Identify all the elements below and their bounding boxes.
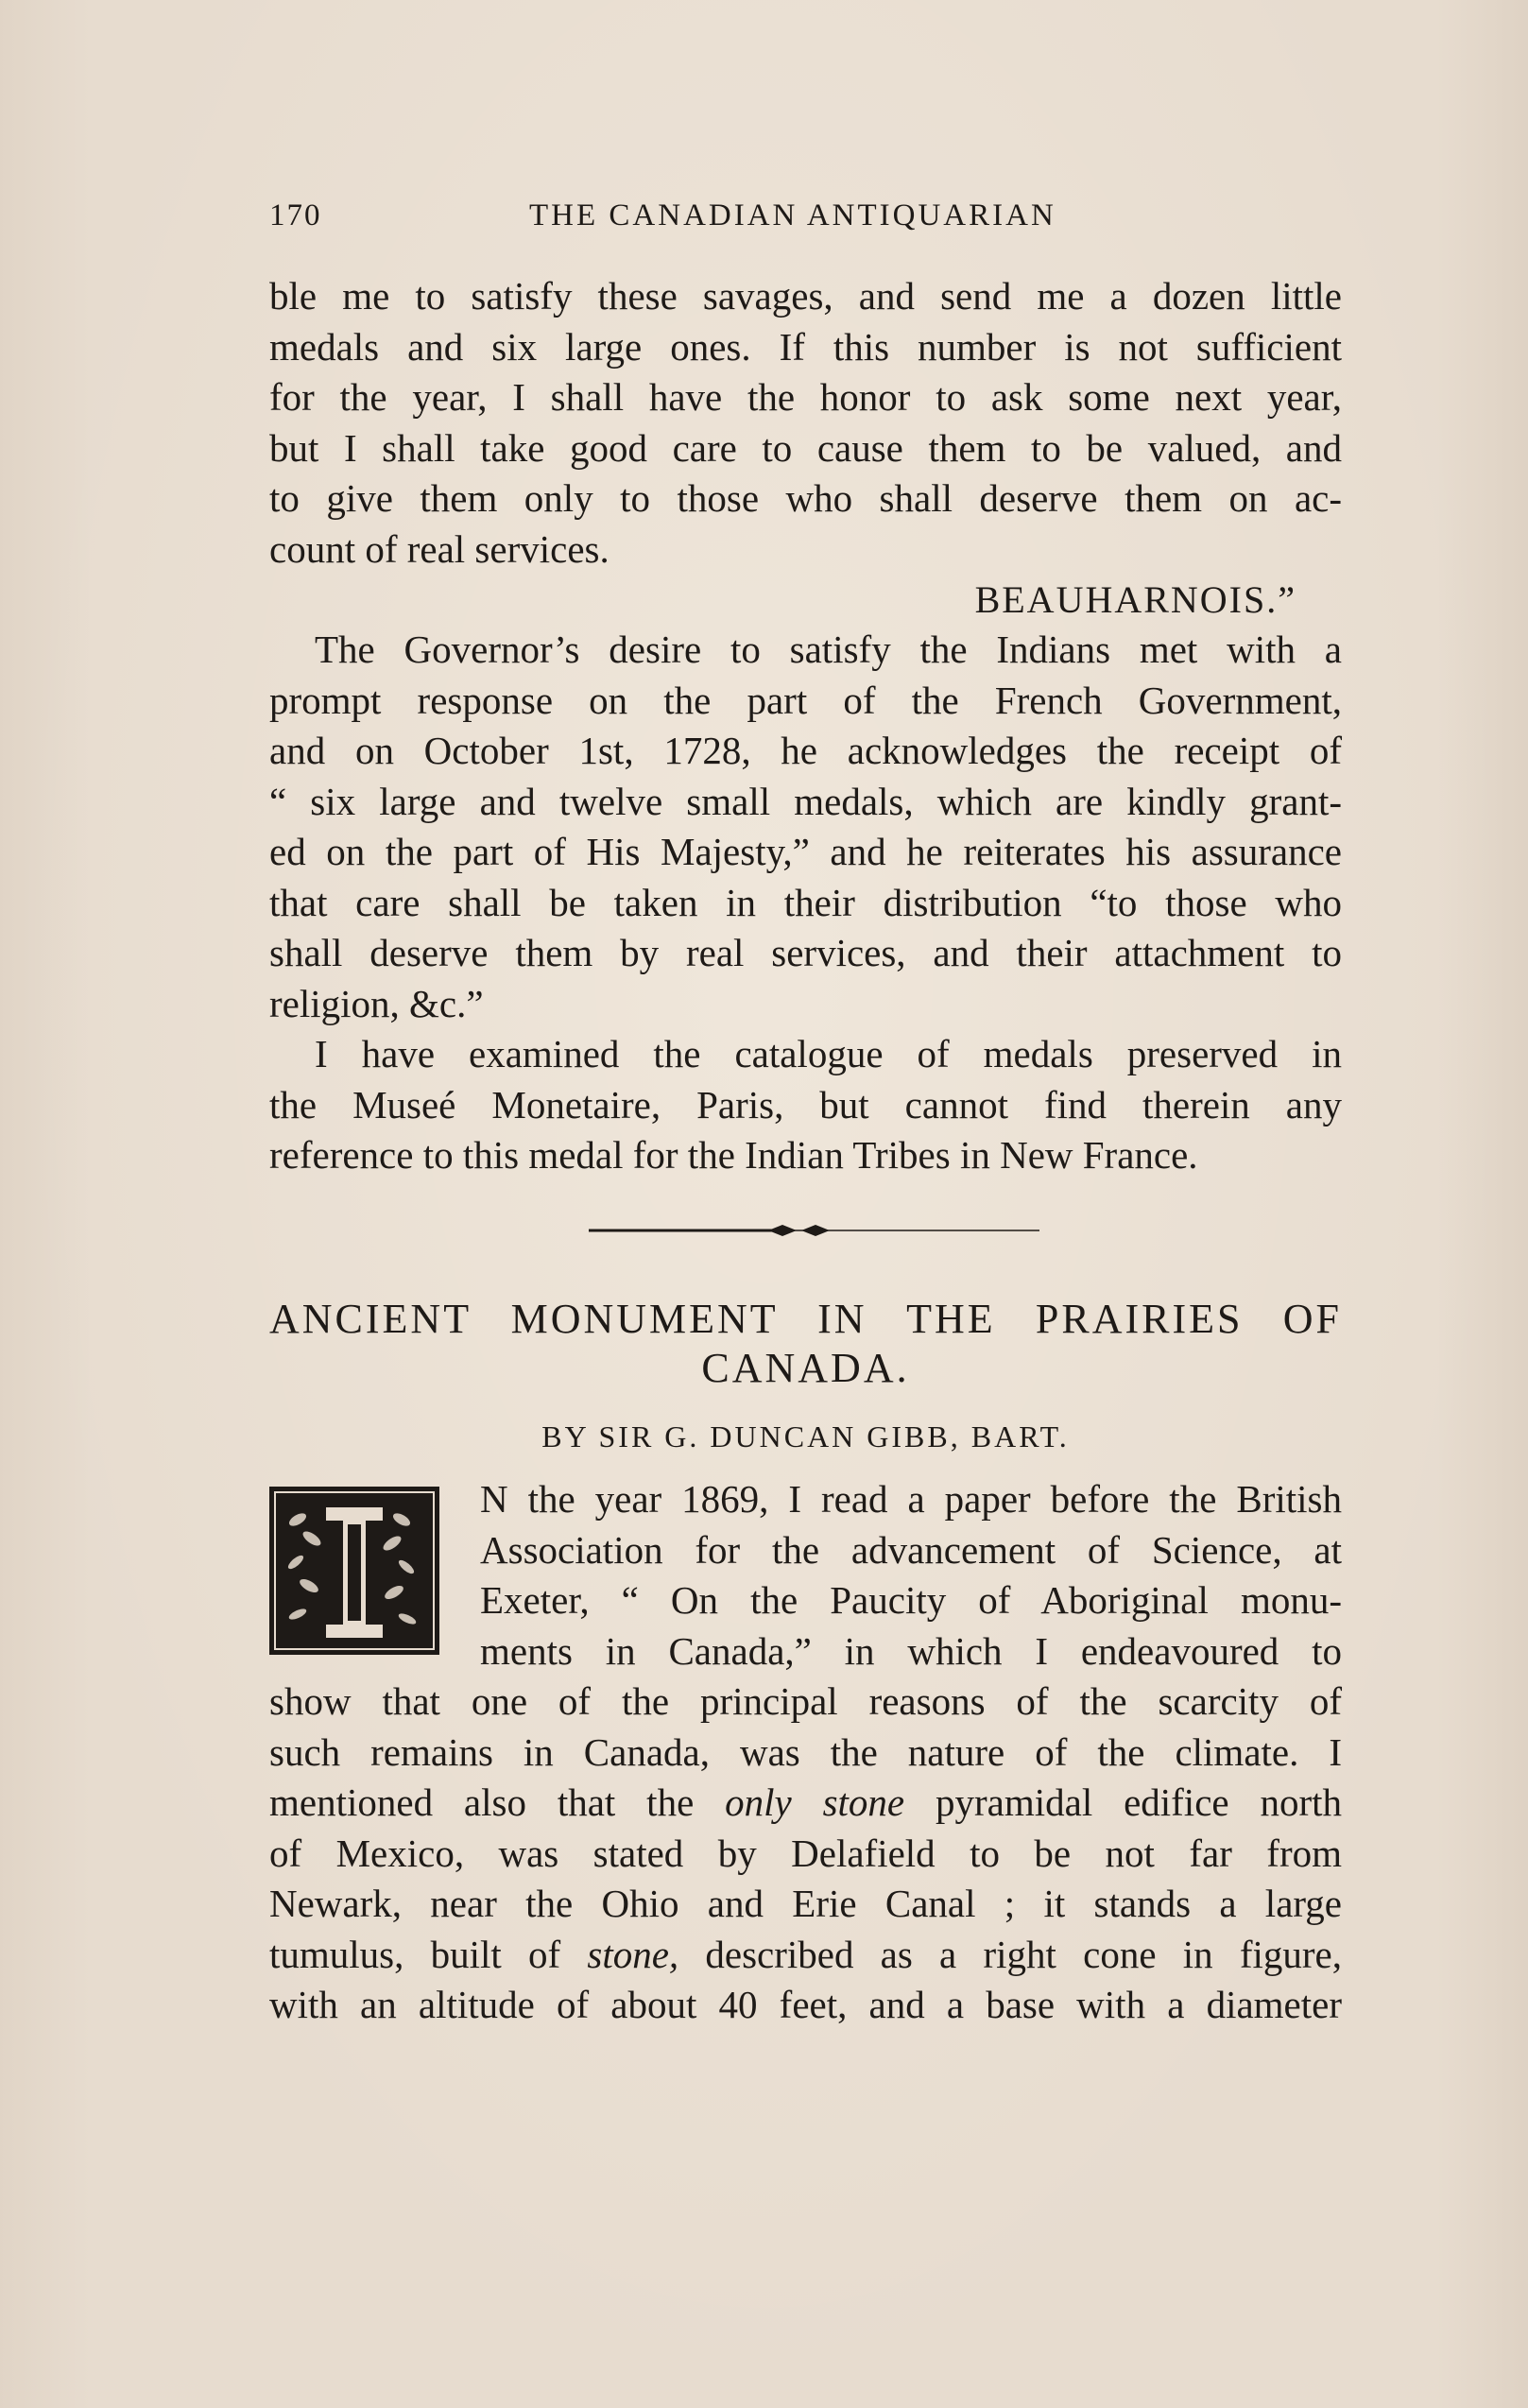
ornamental-drop-cap	[269, 1487, 439, 1655]
text-line: ments in Canada,” in which I endeavoured to	[480, 1628, 1342, 1673]
text-run: mentioned also that the	[269, 1780, 726, 1824]
text-line: of Mexico, was stated by Delafield to be not far from	[269, 1831, 1342, 1875]
text-line: shall deserve them by real services, and their attachment to	[269, 931, 1342, 974]
article-byline: BY SIR G. DUNCAN GIBB, BART.	[541, 1419, 1070, 1453]
running-title: THE CANADIAN ANTIQUARIAN	[529, 198, 1056, 232]
text-line: The Governor’s desire to satisfy the Indians met with a	[315, 628, 1342, 671]
text-line: ble me to satisfy these savages, and send me a dozen little	[269, 274, 1342, 318]
section-divider	[589, 1221, 1039, 1240]
paragraph-musee	[269, 1029, 1342, 1181]
text-line	[269, 1930, 1342, 1981]
text-line: medals and six large ones. If this number is not sufficient	[269, 324, 1342, 369]
emphasis-text: only stone	[725, 1780, 905, 1824]
text-line: but I shall take good care to cause them to be valued, and	[269, 425, 1342, 470]
text-run: tumulus, built of	[269, 1932, 588, 1976]
text-line: for the year, I shall have the honor to ask some next year,	[269, 375, 1342, 419]
text-line: reference to this medal for the Indian Tribes in New France.	[269, 1133, 1198, 1177]
text-line: religion, &c.”	[269, 981, 484, 1025]
text-line: such remains in Canada, was the nature of the climate. I	[269, 1729, 1342, 1774]
letter-close	[269, 271, 1342, 626]
page-number: 170	[269, 198, 322, 232]
letter-signature: BEAUHARNOIS.”	[974, 578, 1296, 621]
text-line: prompt response on the part of the French Government,	[269, 678, 1342, 722]
text-line: “ six large and twelve small medals, which are kindly grant-	[269, 779, 1342, 823]
text-run: pyramidal edifice north	[904, 1780, 1342, 1824]
text-line: Newark, near the Ohio and Erie Canal ; it stands a large	[269, 1882, 1342, 1925]
emphasis-text: stone,	[587, 1932, 679, 1976]
text-run: described as a right cone in figure,	[678, 1932, 1342, 1976]
page-header	[269, 198, 1342, 236]
text-line: count of real services.	[269, 526, 609, 571]
text-line: Association for the advancement of Science, at	[480, 1527, 1342, 1572]
article-title-line2: CANADA.	[701, 1345, 910, 1391]
text-line	[269, 1778, 1342, 1829]
text-line: to give them only to those who shall deserve them on ac-	[269, 476, 1342, 520]
article-paragraph-beside-cap	[480, 1474, 1342, 1677]
text-line: with an altitude of about 40 feet, and a base with a diameter	[269, 1983, 1342, 2026]
text-line: and on October 1st, 1728, he acknowledges the receipt of	[269, 729, 1342, 772]
text-line: N the year 1869, I read a paper before the British	[480, 1477, 1342, 1521]
article-paragraph-body	[269, 1677, 1342, 2031]
text-line: I have examined the catalogue of medals preserved in	[315, 1032, 1342, 1075]
article-title	[269, 1295, 1342, 1393]
text-line: ed on the part of His Majesty,” and he reiterates his assurance	[269, 830, 1342, 873]
text-line: that care shall be taken in their distribution “to those who	[269, 880, 1342, 924]
text-line: the Museé Monetaire, Paris, but cannot find therein any	[269, 1082, 1342, 1127]
text-line: show that one of the principal reasons of the scarcity of	[269, 1679, 1342, 1723]
text-line: Exeter, “ On the Paucity of Aboriginal monu-	[480, 1578, 1342, 1622]
paragraph-governor	[269, 625, 1342, 1029]
article-title-line1: ANCIENT MONUMENT IN THE PRAIRIES OF	[269, 1296, 1342, 1342]
